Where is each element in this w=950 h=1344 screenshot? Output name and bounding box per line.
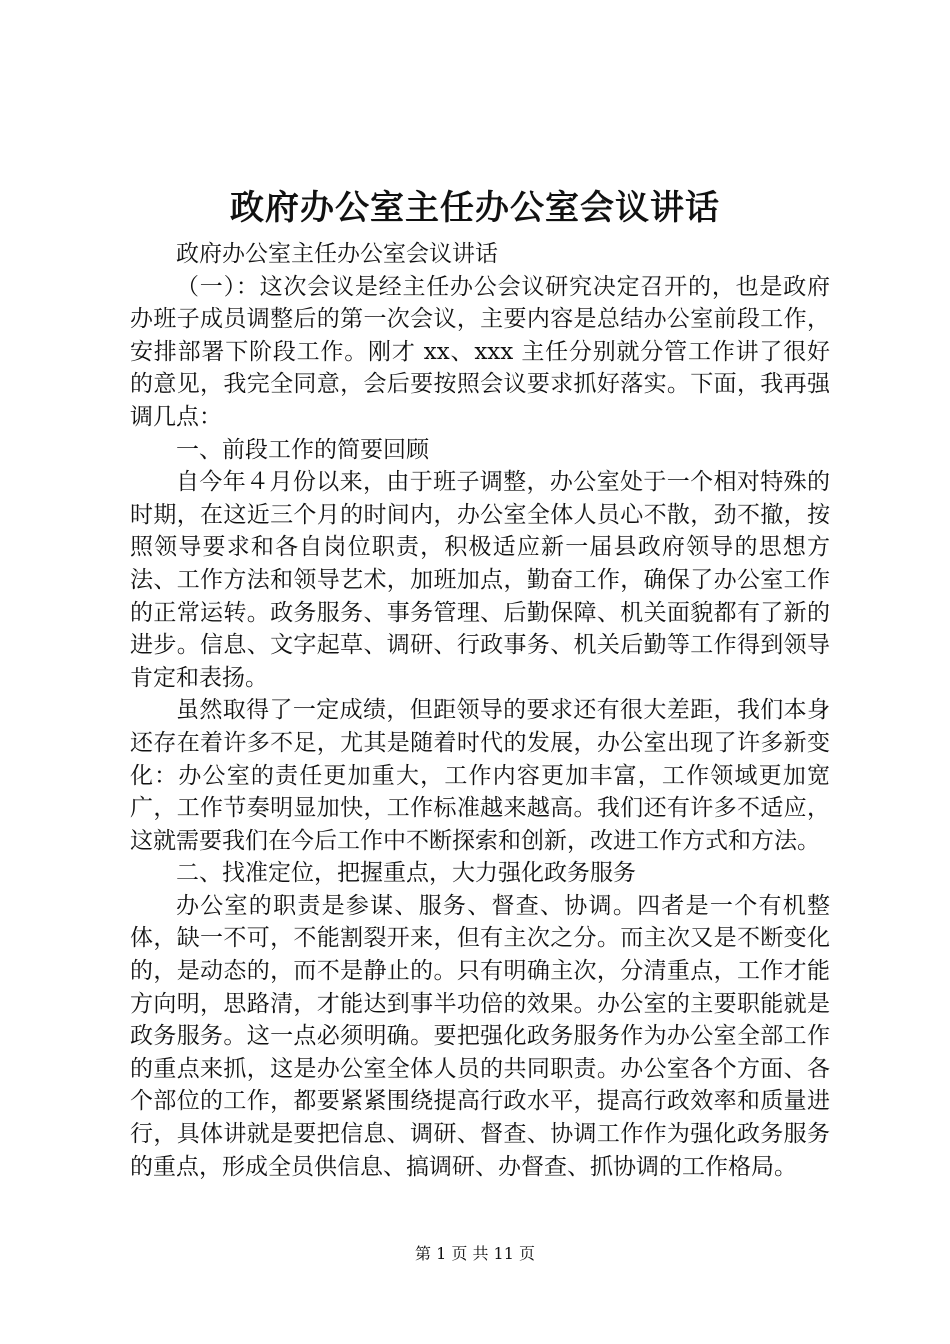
- page-number-footer: 第 1 页 共 11 页: [415, 1244, 535, 1263]
- paragraph-subtitle: 政府办公室主任办公室会议讲话: [176, 241, 498, 267]
- paragraph-shortcomings: 虽然取得了一定成绩，但距领导的要求还有很大差距，我们本身还存在着许多不足，尤其是随着时代的发展，办公室出现了许多新变化：办公室的责任更加重大，工作内容更加丰富，工作领域更加宽广，工作节奏明显加快，工作标准越来越高。我们还有许多不适应，这就需要我们在今后工作中不断探索和创新，改进工作方式和方法。: [130, 697, 830, 854]
- document-title: 政府办公室主任办公室会议讲话: [230, 188, 720, 228]
- paragraph-review: 自今年４月份以来，由于班子调整，办公室处于一个相对特殊的时期，在这近三个月的时间内，办公室全体人员心不散，劲不撤，按照领导要求和各自岗位职责，积极适应新一届县政府领导的思想方法、工作方法和领导艺术，加班加点，勤奋工作，确保了办公室工作的正常运转。政务服务、事务管理、后勤保障、机关面貌都有了新的进步。信息、文字起草、调研、行政事务、机关后勤等工作得到领导肯定和表扬。: [130, 469, 830, 691]
- document-body: [130, 238, 830, 1183]
- section-heading-2: 二、找准定位，把握重点，大力强化政务服务: [176, 860, 636, 887]
- section-heading-1: 一、前段工作的简要回顾: [176, 436, 429, 463]
- paragraph-intro: （一）：这次会议是经主任办公会议研究决定召开的，也是政府办班子成员调整后的第一次会议，主要内容是总结办公室前段工作，安排部署下阶段工作。刚才 xx、xxx 主任分别就分管工作讲了很好的意见，我完全同意，会后要按照会议要求抓好落实。下面，我再强调几点：: [130, 273, 830, 430]
- paragraph-duties: 办公室的职责是参谋、服务、督查、协调。四者是一个有机整体，缺一不可，不能割裂开来，但有主次之分。而主次又是不断变化的，是动态的，而不是静止的。只有明确主次，分清重点，工作才能方向明，思路清，才能达到事半功倍的效果。办公室的主要职能就是政务服务。这一点必须明确。要把强化政务服务作为办公室全部工作的重点来抓，这是办公室全体人员的共同职责。办公室各个方面、各个部位的工作，都要紧紧围绕提高行政水平，提高行政效率和质量进行，具体讲就是要把信息、调研、督查、协调工作作为强化政务服务的重点，形成全员供信息、搞调研、办督查、抓协调的工作格局。: [130, 892, 830, 1180]
